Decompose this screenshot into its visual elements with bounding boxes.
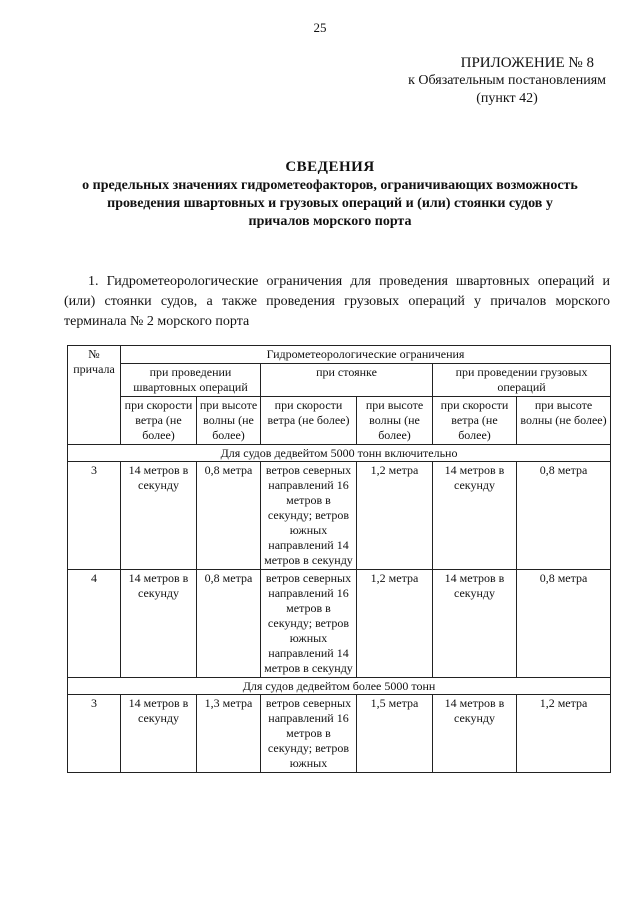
heading-line-1: о предельных значениях гидрометеофакторов, ограничивающих возможность: [82, 178, 578, 193]
section-row: [68, 678, 611, 695]
table-body: [68, 445, 611, 773]
table-header: [68, 346, 611, 445]
cell-cargo-wave: 1,2 метра: [517, 695, 611, 773]
section-row: [68, 445, 611, 462]
cell-parking-wave: 1,2 метра: [357, 570, 433, 678]
cell-mooring-wave: 0,8 метра: [197, 570, 261, 678]
cell-mooring-wind: 14 метров в секунду: [121, 695, 197, 773]
header-mooring-wave-height: при высоте волны (не более): [197, 397, 261, 445]
table-row: [68, 570, 611, 678]
cell-parking-wave: 1,2 метра: [357, 462, 433, 570]
document-heading: [40, 158, 620, 231]
heading-line-2: проведения швартовных и грузовых операций и (или) стоянки судов у: [107, 196, 553, 211]
cell-parking-wave: 1,5 метра: [357, 695, 433, 773]
header-mooring-wind-speed: при скорости ветра (не более): [121, 397, 197, 445]
cell-cargo-wind: 14 метров в секунду: [433, 695, 517, 773]
appendix-reference: к Обязательным постановлениям: [408, 73, 606, 88]
cell-cargo-wind: 14 метров в секунду: [433, 462, 517, 570]
cell-cargo-wave: 0,8 метра: [517, 462, 611, 570]
cell-parking-wind: ветров северных направлений 16 метров в секунду; ветров южных направлений 14 метров в секунду: [261, 462, 357, 570]
heading-title: СВЕДЕНИЯ: [285, 159, 375, 175]
table-row: [68, 462, 611, 570]
cell-mooring-wave: 0,8 метра: [197, 462, 261, 570]
header-cargo-wind-speed: при скорости ветра (не более): [433, 397, 517, 445]
header-berth-number: № причала: [68, 346, 121, 445]
cell-parking-wind: ветров северных направлений 16 метров в секунду; ветров южных направлений 14 метров в секунду: [261, 570, 357, 678]
header-parking-wave-height: при высоте волны (не более): [357, 397, 433, 445]
header-parking: при стоянке: [261, 364, 433, 397]
table-row: [68, 695, 611, 773]
intro-paragraph: [64, 272, 610, 332]
header-cargo-operations: при проведении грузовых операций: [433, 364, 611, 397]
cell-mooring-wind: 14 метров в секунду: [121, 570, 197, 678]
cell-mooring-wind: 14 метров в секунду: [121, 462, 197, 570]
header-cargo-wave-height: при высоте волны (не более): [517, 397, 611, 445]
header-mooring-operations: при проведении швартовных операций: [121, 364, 261, 397]
cell-berth: 3: [68, 462, 121, 570]
cell-mooring-wave: 1,3 метра: [197, 695, 261, 773]
intro-text: 1. Гидрометеорологические ограничения для проведения швартовных операций и (или) стоянки судов, а также проведения грузовых операций у причалов морского терминала № 2 морского порта: [64, 274, 610, 329]
section-title: Для судов дедвейтом 5000 тонн включительно: [68, 445, 611, 462]
section-title: Для судов дедвейтом более 5000 тонн: [68, 678, 611, 695]
cell-cargo-wave: 0,8 метра: [517, 570, 611, 678]
header-hydromet-limits: Гидрометеорологические ограничения: [121, 346, 611, 364]
page-cutoff: [0, 900, 640, 905]
cell-berth: 4: [68, 570, 121, 678]
appendix-clause: (пункт 42): [476, 91, 538, 106]
page-number: 25: [313, 20, 327, 35]
cell-berth: 3: [68, 695, 121, 773]
appendix-block: [408, 54, 606, 108]
cell-parking-wind: ветров северных направлений 16 метров в секунду; ветров южных: [261, 695, 357, 773]
header-parking-wind-speed: при скорости ветра (не более): [261, 397, 357, 445]
cell-cargo-wind: 14 метров в секунду: [433, 570, 517, 678]
limits-table: [67, 345, 611, 773]
heading-line-3: причалов морского порта: [248, 214, 412, 229]
appendix-title: ПРИЛОЖЕНИЕ № 8: [460, 55, 594, 71]
